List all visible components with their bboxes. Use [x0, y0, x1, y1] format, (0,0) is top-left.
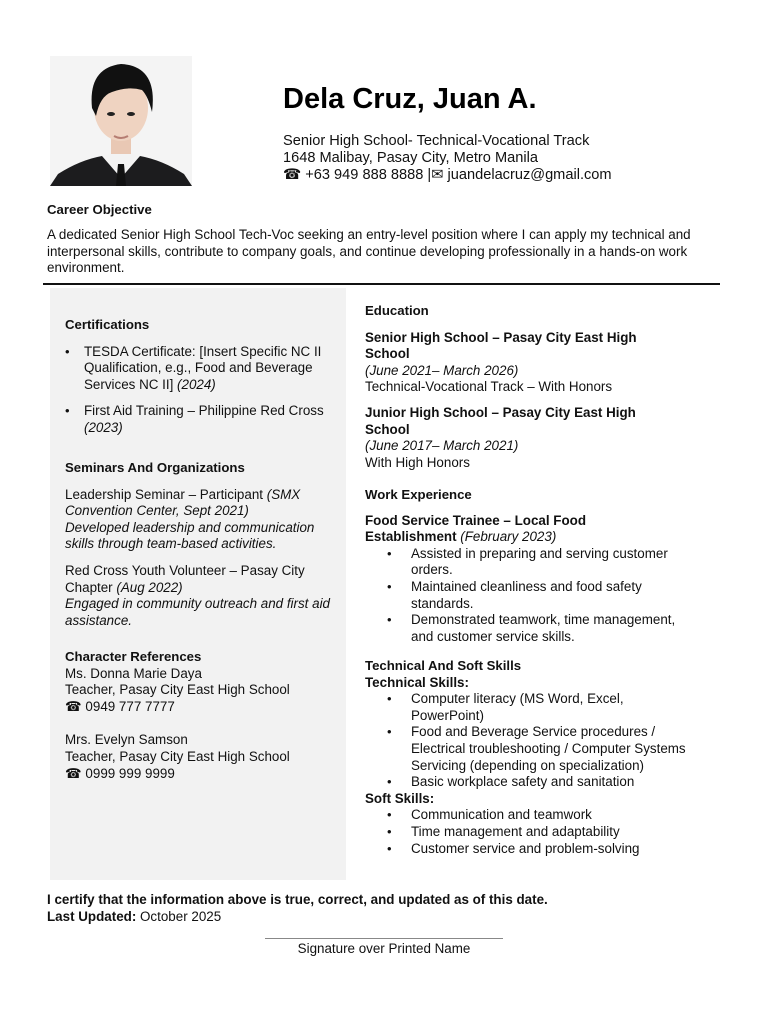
reference-item: Ms. Donna Marie Daya Teacher, Pasay City East High School ☎ 0949 777 7777: [65, 665, 290, 714]
skills-section: [365, 658, 695, 857]
education-section: [365, 303, 695, 471]
work-bullet: • Maintained cleanliness and food safety standards.: [365, 579, 695, 612]
contact-block: [283, 133, 612, 184]
seminar-item: Red Cross Youth Volunteer – Pasay City Chapter (Aug 2022) Engaged in community outreach and first aid assistance.: [65, 562, 330, 628]
signature-caption: Signature over Printed Name: [297, 941, 471, 956]
references-heading: Character References: [65, 649, 202, 664]
seminar-item: Leadership Seminar – Participant (SMX Convention Center, Sept 2021) Developed leadership and communication skills through team-based activities.: [65, 486, 315, 552]
telephone-icon: ☎: [65, 698, 82, 714]
certification-statement: I certify that the information above is true, correct, and updated as of this date. Last Updated: October 2025: [47, 892, 548, 924]
certification-item: • TESDA Certificate: [Insert Specific NC II Qualification, e.g., Food and Beverage Services NC II] (2024): [65, 344, 343, 394]
technical-skill-item: • Computer literacy (MS Word, Excel, PowerPoint): [365, 691, 695, 724]
section-divider: [43, 283, 720, 285]
signature-line: [265, 938, 503, 939]
education-item: Junior High School – Pasay City East High School (June 2017– March 2021) With High Honors: [365, 404, 636, 470]
education-item: Senior High School – Pasay City East High School (June 2021– March 2026) Technical-Vocational Track – With Honors: [365, 329, 637, 395]
skills-heading: Technical And Soft Skills: [365, 658, 522, 673]
objective-heading: Career Objective: [47, 202, 152, 217]
objective-text: A dedicated Senior High School Tech-Voc seeking an entry-level position where I can apply my technical and interpersonal skills, contribute to company goals, and continue developing professionally in a hands-on work environment.: [47, 227, 691, 276]
profile-photo: [50, 56, 192, 186]
certifications-heading: Certifications: [65, 317, 150, 332]
envelope-icon: ✉: [431, 167, 444, 183]
work-section: [365, 487, 695, 645]
work-bullet: • Assisted in preparing and serving customer orders.: [365, 546, 695, 579]
telephone-icon: ☎: [283, 167, 302, 183]
work-heading: Work Experience: [365, 487, 472, 502]
person-silhouette-icon: [50, 56, 192, 186]
work-title: Food Service Trainee – Local Food Establishment (February 2023): [365, 512, 587, 545]
track-line: Senior High School- Technical-Vocational Track: [283, 133, 590, 149]
telephone-icon: ☎: [65, 765, 82, 781]
certification-item: • First Aid Training – Philippine Red Cross (2023): [65, 403, 343, 436]
phone-email-line: [283, 167, 612, 184]
applicant-name: Dela Cruz, Juan A.: [283, 83, 537, 115]
soft-skill-item: • Time management and adaptability: [365, 824, 695, 841]
separator: |: [427, 167, 432, 183]
education-heading: Education: [365, 303, 429, 318]
seminars-heading: Seminars And Organizations: [65, 460, 245, 475]
seminars-section: [65, 460, 343, 629]
technical-skills-label: Technical Skills:: [365, 674, 469, 690]
work-bullet: • Demonstrated teamwork, time management, and customer service skills.: [365, 612, 695, 645]
reference-item: Mrs. Evelyn Samson Teacher, Pasay City East High School ☎ 0999 999 9999: [65, 732, 290, 781]
certifications-section: [65, 317, 343, 437]
technical-skill-item: • Basic workplace safety and sanitation: [365, 774, 695, 791]
address-line: 1648 Malibay, Pasay City, Metro Manila: [283, 150, 538, 166]
references-section: [65, 649, 343, 782]
phone-number: +63 949 888 8888: [305, 167, 424, 183]
email-address[interactable]: juandelacruz@gmail.com: [447, 167, 612, 183]
soft-skills-label: Soft Skills:: [365, 790, 435, 806]
soft-skill-item: • Customer service and problem-solving: [365, 841, 695, 858]
technical-skill-item: • Food and Beverage Service procedures / Electrical troubleshooting / Computer Systems Servicing (depending on specialization): [365, 724, 695, 774]
soft-skill-item: • Communication and teamwork: [365, 807, 695, 824]
